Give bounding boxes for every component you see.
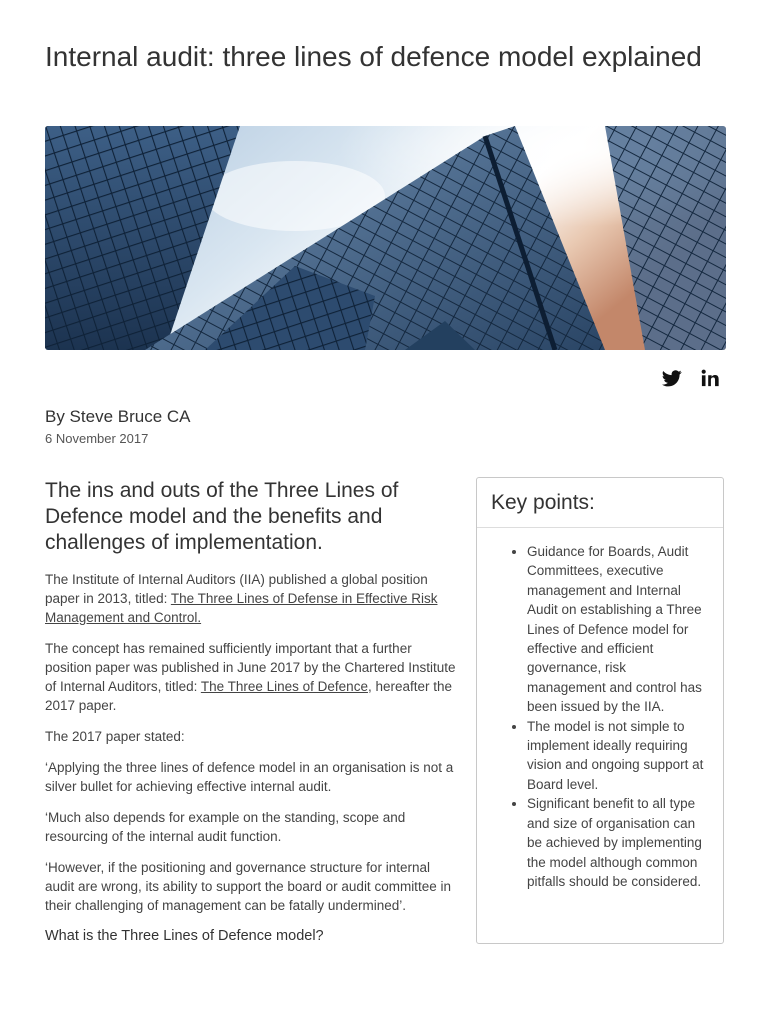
- quote-paragraph: ‘However, if the positioning and governance structure for internal audit are wrong, its ability to support the board or audit committee in their challenging of management can be fatally undermined’.: [45, 860, 451, 913]
- article-body: [45, 478, 460, 958]
- page-title: Internal audit: three lines of defence model explained: [45, 41, 702, 72]
- key-points-list: [477, 542, 723, 891]
- linkedin-icon[interactable]: [698, 366, 722, 390]
- key-points-heading: Key points:: [477, 478, 723, 528]
- paragraph: [45, 570, 460, 627]
- quote-paragraph: ‘Applying the three lines of defence model in an organisation is not a silver bullet for achieving effective internal audit.: [45, 760, 454, 794]
- paragraph: [45, 639, 460, 715]
- quote-paragraph: ‘Much also depends for example on the standing, scope and resourcing of the internal audit function.: [45, 810, 406, 844]
- paragraph: The 2017 paper stated:: [45, 729, 185, 744]
- share-links: [660, 366, 722, 390]
- publish-date: 6 November 2017: [45, 431, 149, 446]
- paragraph-text: The Institute of Internal Auditors (IIA) published a global position paper in 2013, titled:: [45, 572, 428, 606]
- paragraph-text: , hereafter the 2017 paper.: [45, 679, 453, 713]
- iia-2013-paper-link[interactable]: The Three Lines of Defense in Effective Risk Management and Control.: [45, 591, 438, 625]
- list-item: • The model is not simple to implement ideally requiring vision and ongoing support at Board level.: [527, 717, 705, 795]
- key-points-box: [476, 477, 724, 944]
- list-item: • Guidance for Boards, Audit Committees, executive management and Internal Audit on establishing a Three Lines of Defence model for effective and efficient governance, risk management and control has been issued by the IIA.: [527, 542, 705, 717]
- section-subheading: What is the Three Lines of Defence model?: [45, 928, 324, 944]
- twitter-icon[interactable]: [660, 366, 684, 390]
- three-lines-of-defence-link[interactable]: The Three Lines of Defence: [200, 679, 368, 694]
- paragraph-text: The concept has remained sufficiently important that a further position paper was published in June 2017 by the Chartered Institute of Internal Auditors, titled:: [45, 641, 456, 694]
- hero-image: [45, 126, 726, 350]
- article-lede: The ins and outs of the Three Lines of Defence model and the benefits and challenges of implementation.: [45, 479, 399, 554]
- list-item: • Significant benefit to all type and size of organisation can be achieved by implementing the model although common pitfalls should be considered.: [527, 794, 705, 891]
- author-byline: By Steve Bruce CA: [45, 407, 191, 426]
